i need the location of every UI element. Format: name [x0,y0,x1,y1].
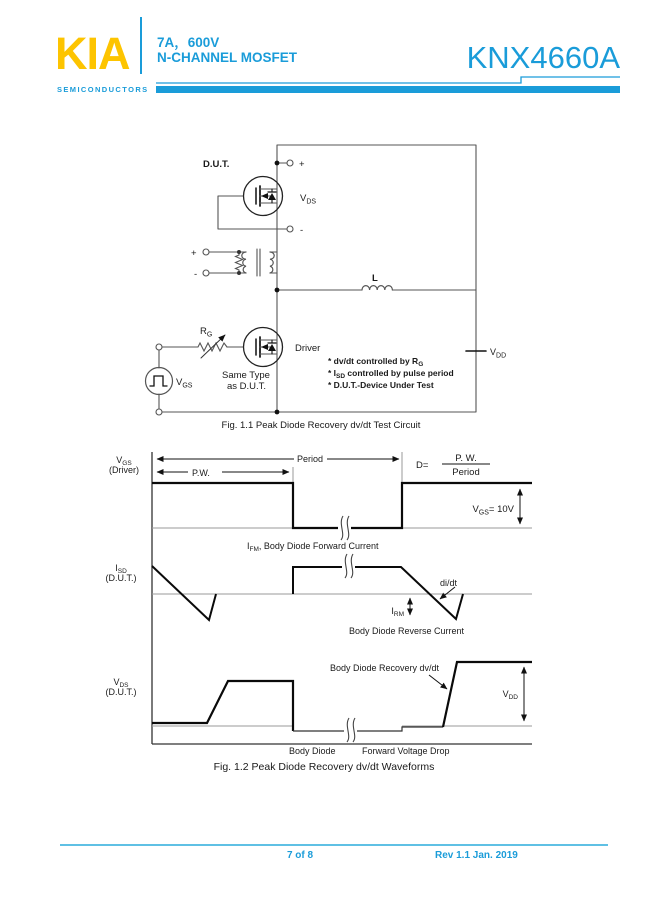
wire [209,252,246,273]
pulse-source-symbol [146,350,173,415]
page-number: 7 of 8 [286,850,314,861]
vdd-waveform-label: $V_{DD}$ [502,689,518,701]
terminal-circle [287,160,293,166]
pw-label: P.W. [192,468,210,478]
waveform-labels [106,453,519,773]
terminal-circle [203,270,209,276]
waveform-diagram [152,452,532,744]
fig2-caption: Fig. 1.2 Peak Diode Recovery dv/dt Waveforms [213,761,435,773]
duty-denominator: Period [452,467,480,478]
junction-dot [275,410,280,415]
vgs-axis-label2: (Driver) [109,465,139,475]
terminal-circle [287,226,293,232]
recovery-arrow [429,675,447,689]
reverse-current-label: Body Diode Reverse Current [349,626,465,636]
vds-axis-label2: (D.U.T.) [105,687,137,697]
logo-subtext: SEMICONDUCTORS [57,85,149,94]
vgs-axis-label: $V_{GS}$ [116,455,132,467]
same-type-line1: Same Type [222,370,270,381]
junction-dot [237,271,241,275]
break-mark [344,717,357,743]
fwd-drop-label: Forward Voltage Drop [362,746,450,756]
isd-axis-label: $I_{SD}$ [115,563,127,575]
ifm-label: $I_{FM}$, Body Diode Forward Current [247,541,379,553]
break-mark [342,553,355,579]
vds-axis-label: $V_{DS}$ [113,677,129,689]
revision-label: Rev 1.1 Jan. 2019 [435,850,518,861]
circuit-labels [176,159,506,431]
vdd-label: $V_{DD}$ [490,347,507,360]
isd-waveform-start [152,566,216,620]
junction-dot [275,161,280,166]
spec-line1: 7A，600V [157,35,220,50]
period-label: Period [297,454,324,464]
part-number: KNX4660A [466,40,620,75]
irm-label: $I_{RM}$ [391,606,404,618]
transformer-symbol [242,249,277,276]
kia-logo: KIA [55,28,130,79]
body-diode-label: Body Diode [289,746,336,756]
didt-arrow [440,587,455,599]
duty-lhs-label: D= [416,460,429,471]
dut-label: D.U.T. [203,159,230,170]
top-plus-label: + [299,159,305,170]
terminal-circle [156,344,162,350]
vds-diode-drop-segment [293,727,443,731]
terminal-circle [203,249,209,255]
rg-label: $R_G$ [200,326,213,339]
isd-waveform [293,567,463,619]
break-mark [338,515,351,541]
xfmr-minus-label: - [194,269,198,280]
note-2: * $I_{SD}$ controlled by pulse period [328,368,454,380]
vds-waveform [152,681,293,731]
variable-resistor-arrow [201,335,225,358]
note-3: * D.U.T.-Device Under Test [328,380,434,390]
junction-dot [237,250,241,254]
vgs-source-label: $V_{GS}$ [176,377,193,390]
recovery-label: Body Diode Recovery dv/dt [330,663,440,673]
xfmr-plus-label: + [191,248,197,259]
header-rule [156,77,620,83]
driver-label: Driver [295,343,321,354]
isd-axis-label2: (D.U.T.) [105,573,137,583]
top-minus-label: - [300,225,304,236]
junction-dot [275,288,280,293]
inductor-symbol [362,286,392,290]
fig1-caption: Fig. 1.1 Peak Diode Recovery dv/dt Test Circuit [221,420,421,431]
header-bar [156,86,620,93]
vgs10-label: $V_{GS}= 10V$ [472,504,514,517]
duty-numerator: P. W. [455,453,477,464]
footer-rule [60,844,608,846]
note-1: * dv/dt controlled by $R_G$ [328,356,424,368]
didt-label: di/dt [440,578,458,588]
vds-label: $V_{DS}$ [300,193,317,206]
inductor-label: L [372,273,378,284]
same-type-line2: as D.U.T. [227,381,267,392]
variable-resistor-symbol [195,343,227,351]
spec-line2: N-CHANNEL MOSFET [157,50,297,65]
vds-waveform-rise [443,662,532,727]
